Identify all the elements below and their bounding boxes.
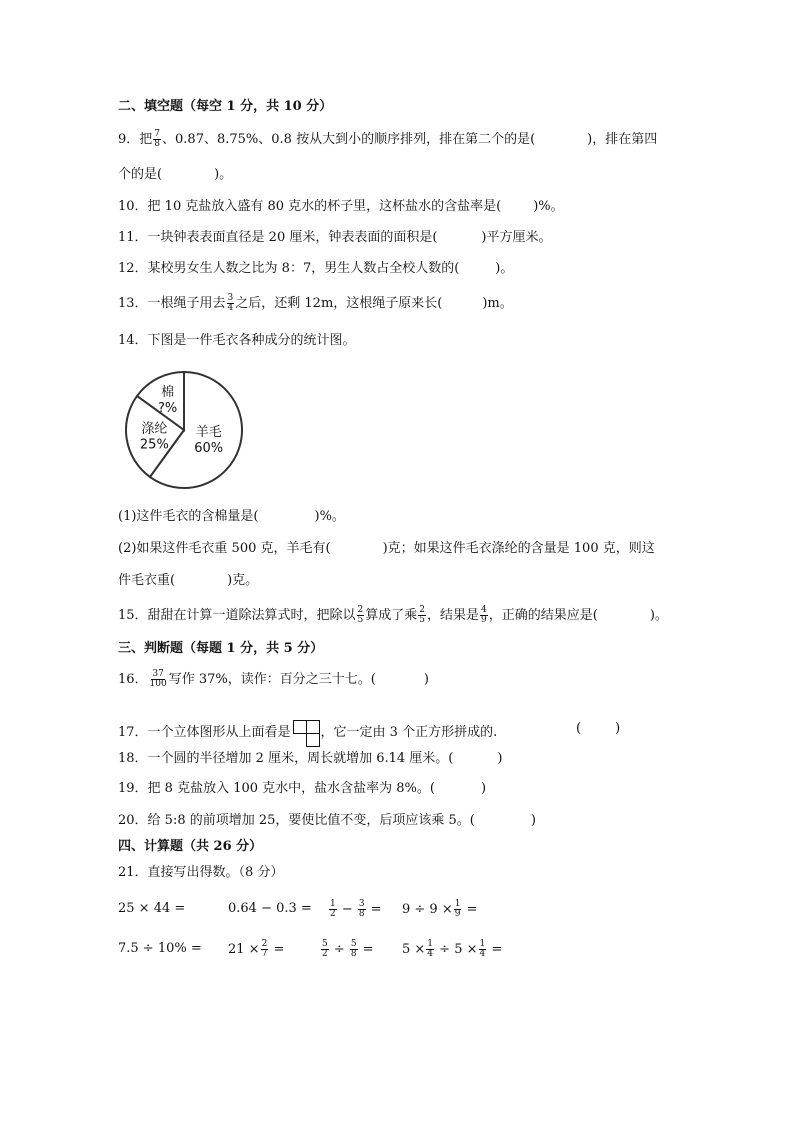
top-view-squares-figure [293,720,319,746]
question-16: 16． $\frac{37}{100}$ 写作 37%，读作：百分之三十七。( ) [118,669,429,689]
calc-75-div-10pct: 7.5 ÷ 10% = [118,941,202,956]
question-12: 12．某校男女生人数之比为 8：7，男生人数占全校人数的( )。 [118,261,514,276]
question-17: 17．一个立体图形从上面看是 ，它一定由 3 个正方形拼成的. [118,720,497,746]
calc-half-minus-3-8: $\frac{1}{2}$ − $\frac{3}{8}$ = [330,899,382,919]
calc-064-minus-03: 0.64 − 0.3 = [228,901,312,916]
pie-slice-percent: 60% [194,441,224,457]
calc-25x44: 25 × 44 = [118,901,186,916]
section-4-header: 四、计算题（共 26 分） [118,839,263,854]
calc-21-times-2-7: 21 × $\frac{2}{7}$ = [228,939,285,959]
calc-5-2-div-5-8: $\frac{5}{2}$ ÷ $\frac{5}{8}$ = [322,939,374,959]
question-17-answer: ( ) [576,721,621,736]
fraction-37-100: $\frac{37}{100}$ [149,669,167,689]
question-20: 20．给 5:8 的前项增加 25，要使比值不变，后项应该乘 5。( ) [118,813,536,828]
wool-composition-pie-chart [118,366,258,498]
calc-5-quarter-div-5-quarter: 5 × $\frac{1}{4}$ ÷ 5 × $\frac{1}{4}$ = [402,939,503,959]
question-14-sub-1: (1)这件毛衣的含棉量是( )%。 [118,509,345,524]
question-9-line-2: 个的是( )。 [118,167,233,182]
fraction-2-5: $\frac{2}{5}$ [419,605,426,625]
fraction-2-5: $\frac{2}{5}$ [357,605,364,625]
question-14: 14．下图是一件毛衣各种成分的统计图。 [118,333,356,348]
question-19: 19．把 8 克盐放入 100 克水中，盐水含盐率为 8%。( ) [118,781,487,796]
question-9-line-1: 9．把 $\frac{7}{8}$ 、0.87、8.75%、0.8 按从大到小的顺序排列，排在第二个的是( )，排在第四 [118,129,658,149]
pie-slice-percent: ?% [158,400,178,416]
calc-9-div-9-times-1-9: 9 ÷ 9 × $\frac{1}{9}$ = [402,899,478,919]
pie-slice-percent: 25% [139,437,169,453]
fraction-3-4: $\frac{3}{4}$ [227,293,234,313]
section-3-header: 三、判断题（每题 1 分，共 5 分） [118,641,324,656]
question-13: 13．一根绳子用去 $\frac{3}{4}$ 之后，还剩 12m，这根绳子原来长( )m。 [118,293,513,313]
pie-slice-label: 羊毛 [195,425,222,441]
section-2-header: 二、填空题（每空 1 分，共 10 分） [118,99,333,114]
question-15: 15．甜甜在计算一道除法算式时，把除以 $\frac{2}{5}$ 算成了乘 $\frac{2}{5}$ ，结果是 $\frac{4}{9}$ ，正确的结果应是( )。 [118,605,668,625]
fraction-7-8: $\frac{7}{8}$ [154,129,161,149]
question-11: 11．一块钟表表面直径是 20 厘米，钟表表面的面积是( )平方厘米。 [118,230,552,245]
fraction-4-9: $\frac{4}{9}$ [481,605,487,625]
question-21: 21．直接写出得数。（8 分） [118,865,284,880]
question-14-sub-2-line-2: 件毛衣重( )克。 [118,573,259,588]
question-14-sub-2-line-1: (2)如果这件毛衣重 500 克，羊毛有( )克；如果这件毛衣涤纶的含量是 100 克，则这 [118,541,655,556]
pie-slice-label: 涤纶 [141,421,168,437]
question-10: 10．把 10 克盐放入盛有 80 克水的杯子里，这杯盐水的含盐率是( )%。 [118,199,564,214]
question-18: 18．一个圆的半径增加 2 厘米，周长就增加 6.14 厘米。( ) [118,751,503,766]
pie-slice-label: 棉 [161,384,175,400]
